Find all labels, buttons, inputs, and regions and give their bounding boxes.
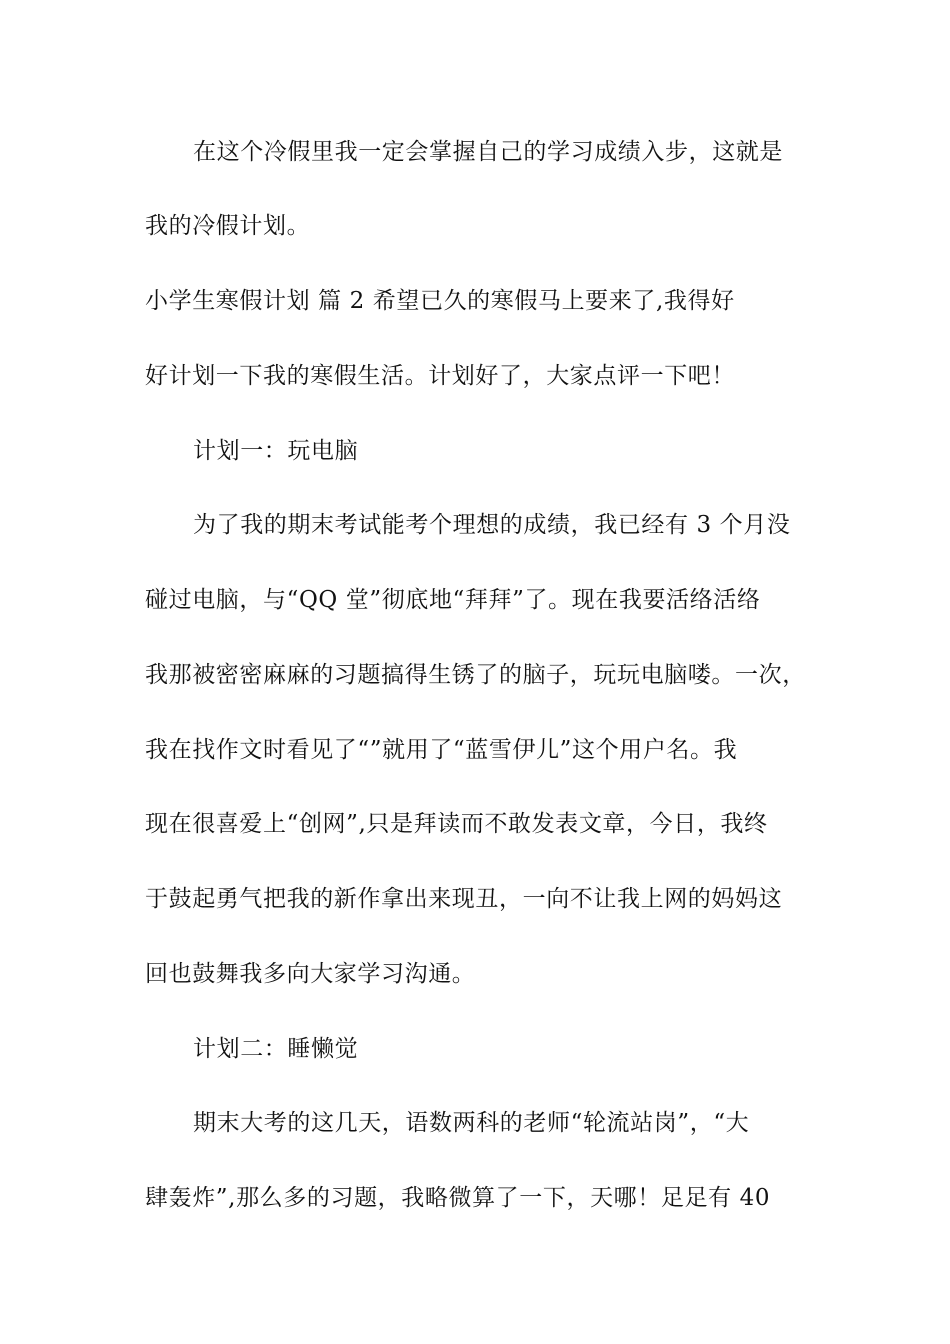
plan-heading: 计划一：玩电脑 xyxy=(193,438,359,464)
paragraph-line: 在这个冷假里我一定会掌握自己的学习成绩入步，这就是 xyxy=(193,139,783,165)
paragraph-line: 肆轰炸”,那么多的习题，我略微算了一下，天哪！足足有 40 xyxy=(145,1185,771,1211)
paragraph-line: 现在很喜爱上“创网”,只是拜读而不敢发表文章，今日，我终 xyxy=(145,811,768,837)
paragraph-line: 期末大考的这几天，语数两科的老师“轮流站岗”，“大 xyxy=(193,1110,750,1136)
plan-heading: 计划二：睡懒觉 xyxy=(193,1036,359,1062)
paragraph-line: 好计划一下我的寒假生活。计划好了，大家点评一下吧！ xyxy=(145,363,735,389)
paragraph-line: 回也鼓舞我多向大家学习沟通。 xyxy=(145,961,476,987)
paragraph-line: 碰过电脑，与“QQ 堂”彻底地“拜拜”了。现在我要活络活络 xyxy=(145,587,761,613)
paragraph-line: 我那被密密麻麻的习题搞得生锈了的脑子，玩玩电脑喽。一次， xyxy=(145,662,806,688)
paragraph-line: 于鼓起勇气把我的新作拿出来现丑，一向不让我上网的妈妈这 xyxy=(145,886,783,912)
paragraph-line: 我在找作文时看见了“”就用了“蓝雪伊儿”这个用户名。我 xyxy=(145,737,738,763)
paragraph-line: 我的冷假计划。 xyxy=(145,213,311,239)
paragraph-line: 为了我的期末考试能考个理想的成绩，我已经有 3 个月没 xyxy=(193,512,791,538)
section-heading-line: 小学生寒假计划 篇 2 希望已久的寒假马上要来了,我得好 xyxy=(145,288,735,314)
